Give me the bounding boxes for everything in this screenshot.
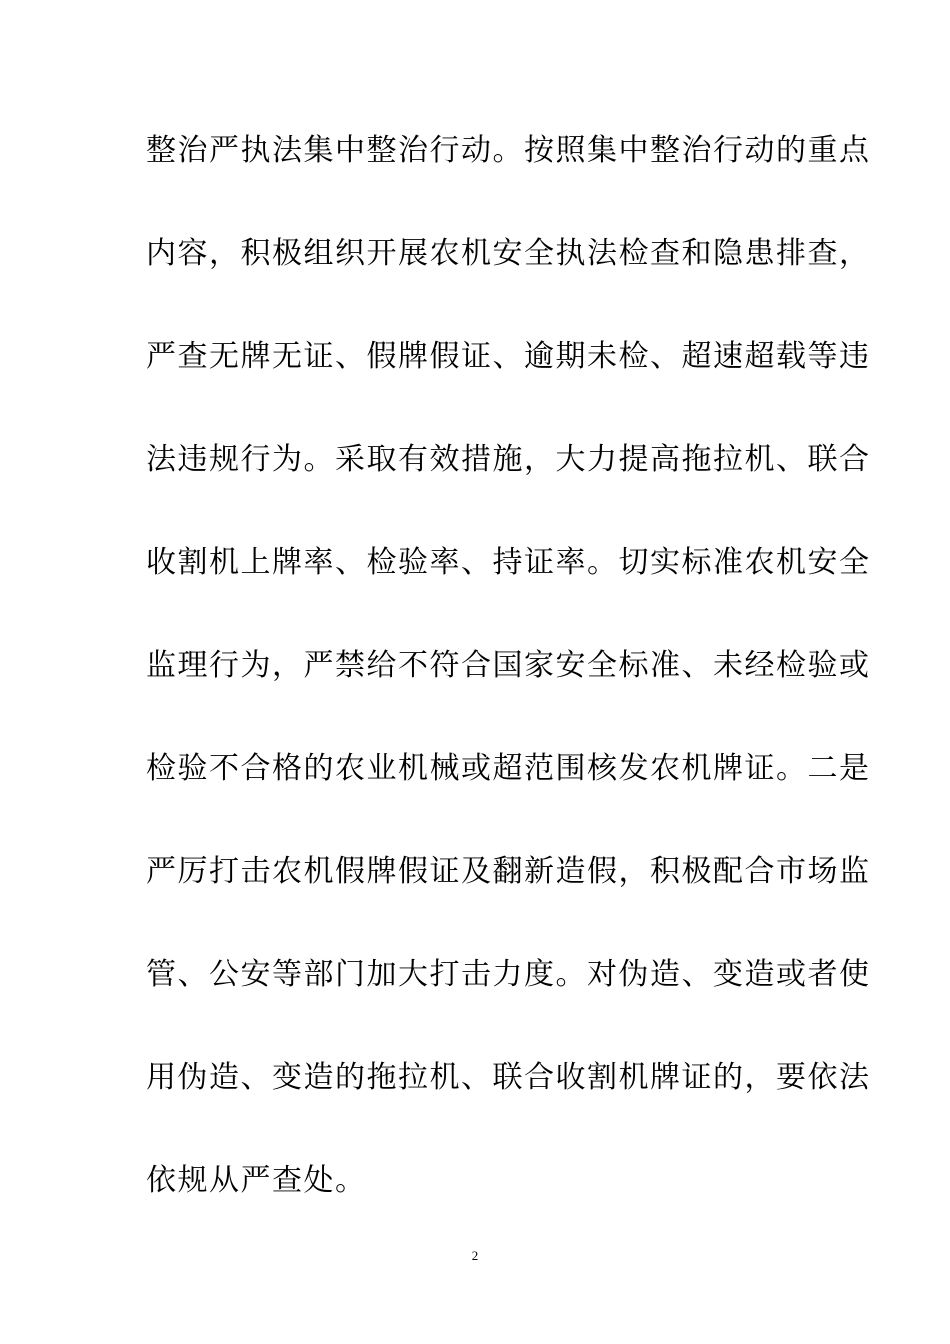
body-text-line: 严厉打击农机假牌假证及翻新造假，积极配合市场监 [146,854,871,889]
body-text-line: 用伪造、变造的拖拉机、联合收割机牌证的，要依法 [146,1060,871,1095]
body-text-line: 监理行为，严禁给不符合国家安全标准、未经检验或 [146,648,871,683]
body-text-line: 管、公安等部门加大打击力度。对伪造、变造或者使 [146,957,871,992]
body-text-line: 内容，积极组织开展农机安全执法检查和隐患排查， [146,236,871,271]
page-number: 2 [471,1248,479,1263]
body-text-line: 整治严执法集中整治行动。按照集中整治行动的重点 [146,133,871,168]
body-text-line: 检验不合格的农业机械或超范围核发农机牌证。二是 [146,751,871,786]
body-text-line: 依规从严查处。 [146,1163,367,1198]
body-text-line: 严查无牌无证、假牌假证、逾期未检、超速超载等违 [146,339,871,374]
body-text-line: 法违规行为。采取有效措施，大力提高拖拉机、联合 [146,442,871,477]
body-text-line: 收割机上牌率、检验率、持证率。切实标准农机安全 [146,545,871,580]
